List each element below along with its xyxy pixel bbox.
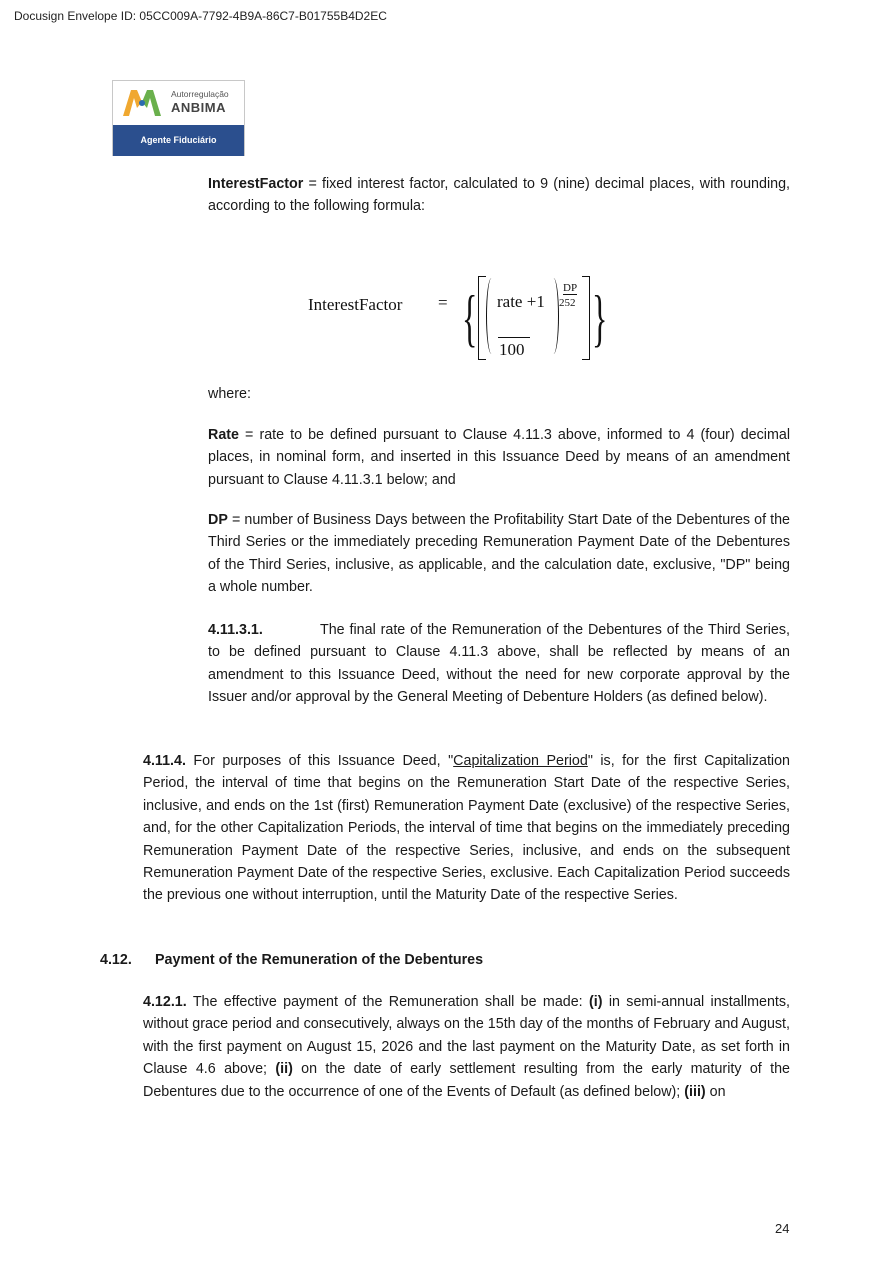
- fraction-bar: [498, 337, 530, 338]
- exponent-numerator: DP: [563, 282, 578, 294]
- clause-4-12-1: [143, 991, 790, 1103]
- right-bracket-icon: [582, 276, 590, 360]
- interest-factor-formula: [300, 268, 620, 380]
- clause-4-11-4: [143, 750, 790, 907]
- clause-text: on: [705, 1083, 726, 1100]
- clause-number: 4.11.4.: [143, 753, 186, 769]
- left-bracket-icon: [478, 276, 486, 360]
- anbima-mark-icon: [123, 90, 161, 116]
- clause-text: " is, for the first Capitalization Period, the interval of time that begins on the Remuneration Start Date of the respective Series, inclusive, and ends on the 1st (first) Remuneration Payment Date (exclusive) of the respective Series, and, for the other Capitalization Periods, the interval of time that begins on the immediately preceding Remuneration Payment Date of the respective Series, inclusive, and ends on the subsequent Remuneration Payment Date of the respective Series, exclusive. Each Capitalization Period succeeds the previous one without interruption, until the Maturity Date of the respective Series.: [143, 753, 790, 904]
- formula-equals: =: [438, 293, 448, 312]
- anbima-logo: [112, 80, 245, 156]
- logo-banner: Agente Fiduciário: [113, 125, 244, 156]
- clause-text: The final rate of the Remuneration of the Debentures of the Third Series, to be defined pursuant to Clause 4.11.3 above, shall be reflected by means of an amendment to this Issuance Deed, without the need for new corporate approval by the Issuer and/or approval by the General Meeting of Debenture Holders (as defined below).: [208, 622, 790, 706]
- definition-text: = number of Business Days between the Profitability Start Date of the Debentures of the Third Series or the immediately preceding Remuneration Payment Date of the Debentures of the Third Series, inclusive, as applicable, and the calculation date, exclusive, "DP" being a whole number.: [208, 512, 790, 596]
- clause-number: 4.11.3.1.: [208, 622, 263, 638]
- exponent-denominator: 252: [559, 297, 576, 309]
- defined-term-capitalization-period: Capitalization Period: [453, 753, 588, 769]
- definition-text: = rate to be defined pursuant to Clause 4.11.3 above, informed to 4 (four) decimal places, in nominal form, and inserted in this Issuance Deed by means of an amendment pursuant to Clause 4.11.3.1 below; and: [208, 427, 790, 488]
- formula-numerator: rate +1: [497, 292, 545, 311]
- interest-factor-definition: [208, 173, 790, 218]
- item-marker: (iii): [684, 1083, 706, 1100]
- clause-text: The effective payment of the Remuneration shall be made:: [186, 994, 589, 1010]
- formula-lhs: InterestFactor: [308, 295, 403, 314]
- item-marker: (ii): [275, 1061, 293, 1078]
- dp-definition: [208, 509, 790, 599]
- section-title: Payment of the Remuneration of the Debentures: [155, 952, 484, 968]
- logo-subtitle: Autorregulação: [171, 89, 229, 99]
- left-brace-icon: {: [462, 282, 478, 353]
- definition-text: = fixed interest factor, calculated to 9 (nine) decimal places, with rounding, according to the following formula:: [208, 176, 790, 215]
- clause-text: in semi-annual installments, without grace period and consecutively, always on the 15th day of the months of February and August, with the first payment on August 15, 2026 and the last payment on the Maturity Date, as set forth in Clause 4.6 above;: [143, 994, 790, 1078]
- left-paren-icon: [486, 278, 497, 354]
- formula-denominator: 100: [499, 340, 525, 359]
- item-marker: (i): [589, 994, 603, 1010]
- right-paren-icon: [548, 278, 559, 354]
- clause-number: 4.12.1.: [143, 994, 187, 1010]
- logo-title: ANBIMA: [171, 100, 226, 115]
- right-brace-icon: }: [592, 282, 608, 353]
- term-rate: Rate: [208, 427, 239, 443]
- clause-text: on the date of early settlement resulting from the early maturity of the Debentures due to the occurrence of one of the Events of Default (as defined below);: [143, 1061, 790, 1100]
- rate-definition: [208, 424, 790, 491]
- term-interest-factor: InterestFactor: [208, 176, 304, 192]
- term-dp: DP: [208, 512, 228, 528]
- section-number: 4.12.: [100, 952, 132, 968]
- page-number: 24: [775, 1221, 790, 1236]
- where-label: where:: [208, 386, 251, 402]
- clause-4-11-3-1: [208, 619, 790, 709]
- clause-text: For purposes of this Issuance Deed, ": [185, 753, 454, 769]
- section-heading-4-12: [100, 949, 790, 971]
- docusign-envelope-id: Docusign Envelope ID: 05CC009A-7792-4B9A-86C7-B01755B4D2EC: [14, 9, 387, 23]
